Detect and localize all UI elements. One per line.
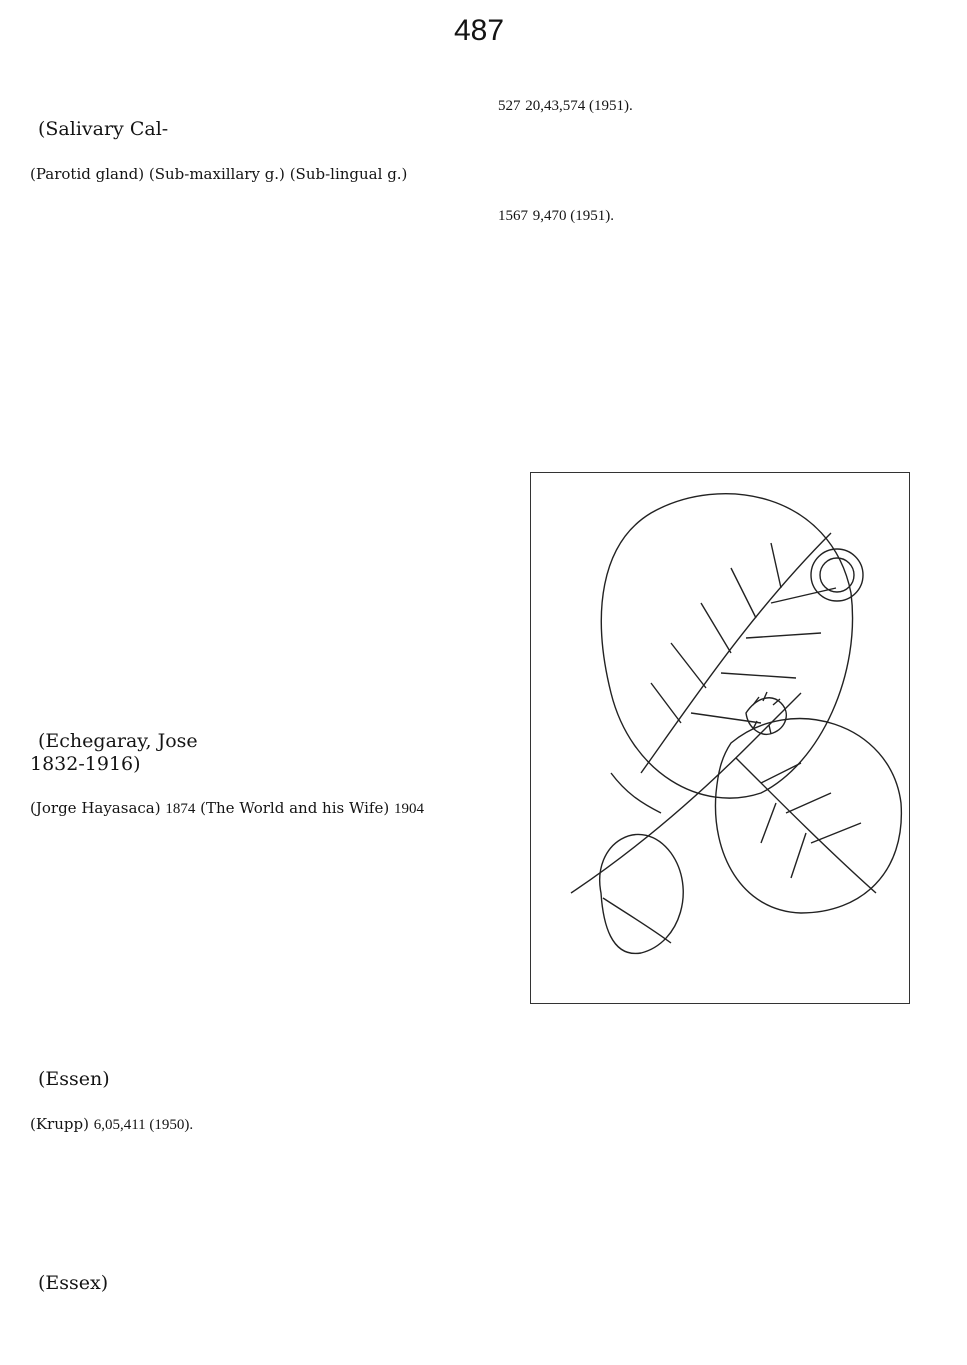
leaf-upper-midrib	[641, 533, 831, 773]
entry-essex	[30, 1272, 478, 1317]
right-column	[498, 66, 934, 1356]
leaf-lower-left	[600, 834, 684, 953]
term-krupp: (Krupp)	[30, 1115, 89, 1133]
seed-circle	[811, 549, 863, 601]
leaf-branch-drawing	[531, 473, 909, 1003]
population-value: 9,470 (1951).	[532, 208, 615, 224]
entry-echegaray	[30, 730, 478, 820]
population-value: 6,05,411 (1950).	[93, 1117, 194, 1133]
term-jorge-hayasaca: (Jorge Hayasaca)	[30, 799, 161, 817]
term-sublingual: (Sub-lingual g.)	[289, 165, 408, 183]
entry-body	[498, 336, 934, 358]
entry-place	[498, 182, 934, 227]
entry-salivary-calculi	[30, 118, 478, 185]
page-number: 487	[454, 14, 505, 47]
year-value: 1874	[165, 801, 196, 817]
term-parotid: (Parotid gland)	[30, 165, 145, 183]
entry-body	[498, 1106, 934, 1128]
entry-body	[498, 182, 934, 204]
leaf-lower-right	[715, 719, 901, 913]
entry-body	[498, 72, 934, 94]
entry-years: 1832-1916)	[30, 753, 141, 775]
year-value: 1567	[498, 208, 528, 224]
entry-body	[30, 1295, 478, 1317]
entry-essen	[30, 1068, 478, 1136]
entry-headword-latin: (Salivary Cal-	[38, 118, 169, 140]
left-column	[30, 66, 478, 1356]
term-submaxillary: (Sub-maxillary g.)	[148, 165, 285, 183]
plant-illustration	[530, 472, 910, 1004]
population-value: 20,43,574 (1951).	[525, 98, 633, 114]
entry-headword-latin: (Echegaray, Jose	[38, 730, 198, 752]
entry-plant-continued	[498, 1106, 934, 1128]
entry-headword-latin: (Essex)	[38, 1272, 109, 1294]
entry-body	[30, 141, 478, 163]
entry-body	[30, 1091, 478, 1113]
year-value: 1904	[394, 801, 424, 817]
running-head	[28, 8, 939, 60]
entry-continued-top	[498, 72, 934, 117]
entry-body	[30, 775, 478, 797]
entry-plant	[498, 336, 934, 358]
entry-headword-latin: (Essen)	[38, 1068, 110, 1090]
term-world-and-wife: (The World and his Wife)	[200, 799, 390, 817]
area-value: 527	[498, 98, 521, 114]
